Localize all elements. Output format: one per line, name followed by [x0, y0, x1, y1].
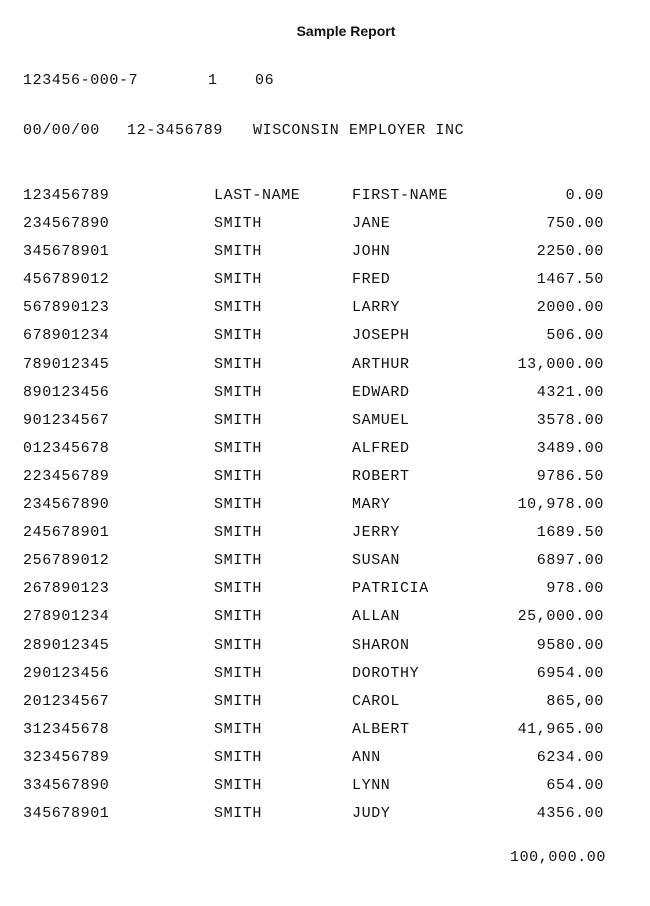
employee-id: 312345678 — [23, 720, 110, 738]
table-row — [23, 186, 613, 214]
last-name: SMITH — [214, 383, 263, 401]
header-line-1 — [23, 71, 275, 91]
amount: 3578.00 — [536, 411, 604, 429]
amount: 865,00 — [546, 692, 604, 710]
first-name: SHARON — [352, 636, 410, 654]
amount: 2250.00 — [536, 243, 604, 261]
amount: 978.00 — [546, 580, 604, 598]
last-name: SMITH — [214, 692, 263, 710]
first-name: FRED — [352, 271, 391, 289]
amount: 6897.00 — [536, 552, 604, 570]
employee-id: 234567890 — [23, 496, 110, 514]
amount: 4356.00 — [536, 805, 604, 823]
employee-id: 323456789 — [23, 748, 110, 766]
table-row — [23, 214, 613, 242]
employee-id: 345678901 — [23, 243, 110, 261]
last-name: SMITH — [214, 776, 263, 794]
amount: 1467.50 — [536, 271, 604, 289]
report-total: 100,000.00 — [509, 849, 606, 866]
table-row — [23, 495, 613, 523]
first-name: MARY — [352, 496, 391, 514]
employer-name: WISCONSIN EMPLOYER INC — [253, 122, 465, 139]
employee-id: 345678901 — [23, 805, 110, 823]
employee-id: 901234567 — [23, 411, 110, 429]
table-row — [23, 411, 613, 439]
first-name: SUSAN — [352, 552, 401, 570]
employee-id: 201234567 — [23, 692, 110, 710]
amount: 9580.00 — [536, 636, 604, 654]
account-number: 123456-000-7 — [23, 72, 139, 89]
amount: 3489.00 — [536, 439, 604, 457]
table-row — [23, 692, 613, 720]
table-row — [23, 720, 613, 748]
employee-id: 234567890 — [23, 215, 110, 233]
amount: 654.00 — [546, 776, 604, 794]
report-table — [23, 186, 613, 832]
amount: 25,000.00 — [517, 608, 604, 626]
employee-id: 567890123 — [23, 299, 110, 317]
header-code-1: 1 — [208, 72, 218, 89]
employee-id: 890123456 — [23, 383, 110, 401]
first-name: PATRICIA — [352, 580, 429, 598]
table-row — [23, 326, 613, 354]
employee-id: 256789012 — [23, 552, 110, 570]
first-name: JANE — [352, 215, 391, 233]
first-name: JOHN — [352, 243, 391, 261]
table-row — [23, 355, 613, 383]
amount: 9786.50 — [536, 467, 604, 485]
employee-id: 123456789 — [23, 187, 110, 204]
employee-id: 245678901 — [23, 524, 110, 542]
last-name: SMITH — [214, 411, 263, 429]
report-title: Sample Report — [296, 23, 396, 39]
first-name: ALBERT — [352, 720, 410, 738]
last-name: SMITH — [214, 467, 263, 485]
amount: 6234.00 — [536, 748, 604, 766]
first-name: ROBERT — [352, 467, 410, 485]
table-row — [23, 776, 613, 804]
header-line-2 — [23, 121, 465, 141]
last-name: SMITH — [214, 496, 263, 514]
first-name: SAMUEL — [352, 411, 410, 429]
first-name: ALFRED — [352, 439, 410, 457]
amount: 750.00 — [546, 215, 604, 233]
last-name: SMITH — [214, 636, 263, 654]
last-name: LAST-NAME — [214, 187, 301, 204]
table-row — [23, 298, 613, 326]
last-name: SMITH — [214, 748, 263, 766]
amount: 10,978.00 — [517, 496, 604, 514]
employee-id: 289012345 — [23, 636, 110, 654]
employee-id: 334567890 — [23, 776, 110, 794]
table-row — [23, 270, 613, 298]
table-row — [23, 664, 613, 692]
employee-id: 012345678 — [23, 439, 110, 457]
first-name: JERRY — [352, 524, 401, 542]
table-row — [23, 242, 613, 270]
last-name: SMITH — [214, 299, 263, 317]
last-name: SMITH — [214, 439, 263, 457]
employee-id: 789012345 — [23, 355, 110, 373]
last-name: SMITH — [214, 664, 263, 682]
first-name: EDWARD — [352, 383, 410, 401]
amount: 506.00 — [546, 327, 604, 345]
table-row — [23, 607, 613, 635]
employee-id: 278901234 — [23, 608, 110, 626]
table-row — [23, 804, 613, 832]
employee-id: 223456789 — [23, 467, 110, 485]
table-row — [23, 551, 613, 579]
first-name: JUDY — [352, 805, 391, 823]
amount: 1689.50 — [536, 524, 604, 542]
first-name: DOROTHY — [352, 664, 420, 682]
last-name: SMITH — [214, 608, 263, 626]
first-name: FIRST-NAME — [352, 187, 449, 204]
table-row — [23, 383, 613, 411]
table-row — [23, 439, 613, 467]
last-name: SMITH — [214, 580, 263, 598]
table-row — [23, 748, 613, 776]
last-name: SMITH — [214, 552, 263, 570]
header-code-2: 06 — [255, 72, 275, 89]
employee-id: 290123456 — [23, 664, 110, 682]
amount: 4321.00 — [536, 383, 604, 401]
first-name: LYNN — [352, 776, 391, 794]
first-name: LARRY — [352, 299, 401, 317]
table-row — [23, 467, 613, 495]
amount: 0.00 — [565, 187, 604, 204]
last-name: SMITH — [214, 243, 263, 261]
first-name: CAROL — [352, 692, 401, 710]
first-name: JOSEPH — [352, 327, 410, 345]
table-row — [23, 579, 613, 607]
last-name: SMITH — [214, 271, 263, 289]
last-name: SMITH — [214, 327, 263, 345]
first-name: ANN — [352, 748, 381, 766]
amount: 2000.00 — [536, 299, 604, 317]
employee-id: 267890123 — [23, 580, 110, 598]
amount: 13,000.00 — [517, 355, 604, 373]
amount: 41,965.00 — [517, 720, 604, 738]
amount: 6954.00 — [536, 664, 604, 682]
first-name: ARTHUR — [352, 355, 410, 373]
last-name: SMITH — [214, 720, 263, 738]
employee-id: 678901234 — [23, 327, 110, 345]
first-name: ALLAN — [352, 608, 401, 626]
employer-ein: 12-3456789 — [127, 122, 224, 139]
last-name: SMITH — [214, 524, 263, 542]
table-row — [23, 636, 613, 664]
last-name: SMITH — [214, 215, 263, 233]
report-date: 00/00/00 — [23, 122, 100, 139]
employee-id: 456789012 — [23, 271, 110, 289]
last-name: SMITH — [214, 805, 263, 823]
last-name: SMITH — [214, 355, 263, 373]
table-row — [23, 523, 613, 551]
